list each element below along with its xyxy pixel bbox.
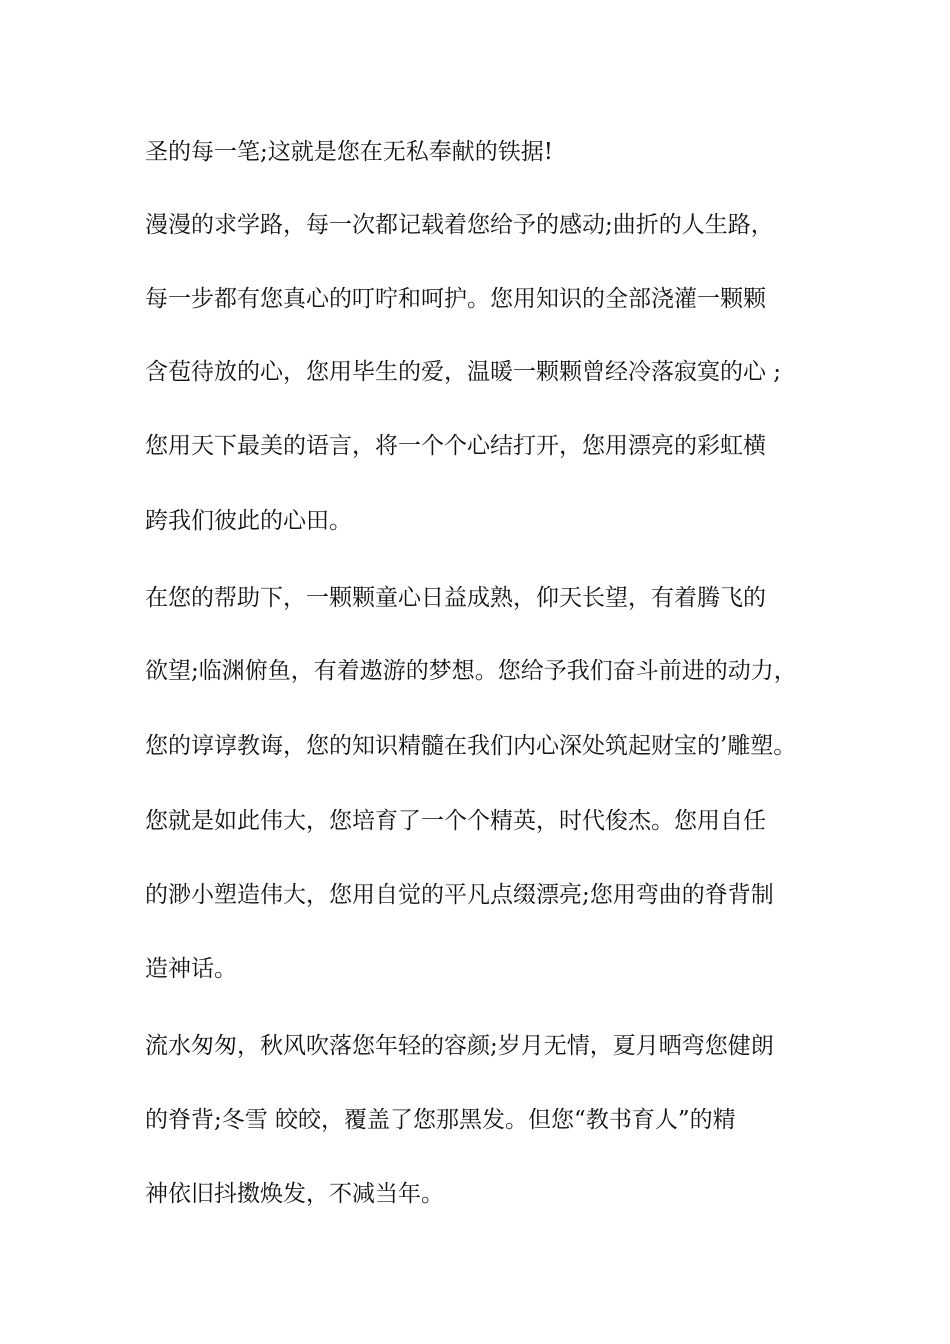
text-line-7: 在您的帮助下，一颗颗童心日益成熟，仰天长望，有着腾飞的	[145, 585, 766, 611]
text-line-15: 神依旧抖擞焕发，不减当年。	[145, 1181, 444, 1207]
text-line-13: 流水匆匆，秋风吹落您年轻的容颜;岁月无情，夏月晒弯您健朗	[145, 1033, 774, 1059]
text-line-10: 您就是如此伟大，您培育了一个个精英，时代俊杰。您用自任	[145, 808, 766, 834]
text-line-8: 欲望;临渊俯鱼，有着遨游的梦想。您给予我们奋斗前进的动力，	[145, 658, 797, 684]
text-line-2: 漫漫的求学路，每一次都记载着您给予的感动;曲折的人生路，	[145, 212, 774, 238]
text-line-9: 您的谆谆教诲，您的知识精髓在我们内心深处筑起财宝的’雕塑。	[145, 733, 797, 759]
text-line-14: 的脊背;冬雪 皎皎，覆盖了您那黑发。但您“教书育人”的精	[145, 1107, 736, 1133]
text-line-6: 跨我们彼此的心田。	[145, 508, 352, 534]
text-line-12: 造神话。	[145, 956, 237, 982]
text-line-4: 含苞待放的心，您用毕生的爱，温暖一颗颗曾经冷落寂寞的心 ;	[145, 359, 782, 385]
text-line-11: 的渺小塑造伟大，您用自觉的平凡点缀漂亮;您用弯曲的脊背制	[145, 882, 774, 908]
text-line-3: 每一步都有您真心的叮咛和呵护。您用知识的全部浇灌一颗颗	[145, 286, 766, 312]
text-line-5: 您用天下最美的语言，将一个个心结打开，您用漂亮的彩虹横	[145, 433, 766, 459]
text-line-1: 圣的每一笔;这就是您在无私奉献的铁据!	[145, 139, 553, 165]
